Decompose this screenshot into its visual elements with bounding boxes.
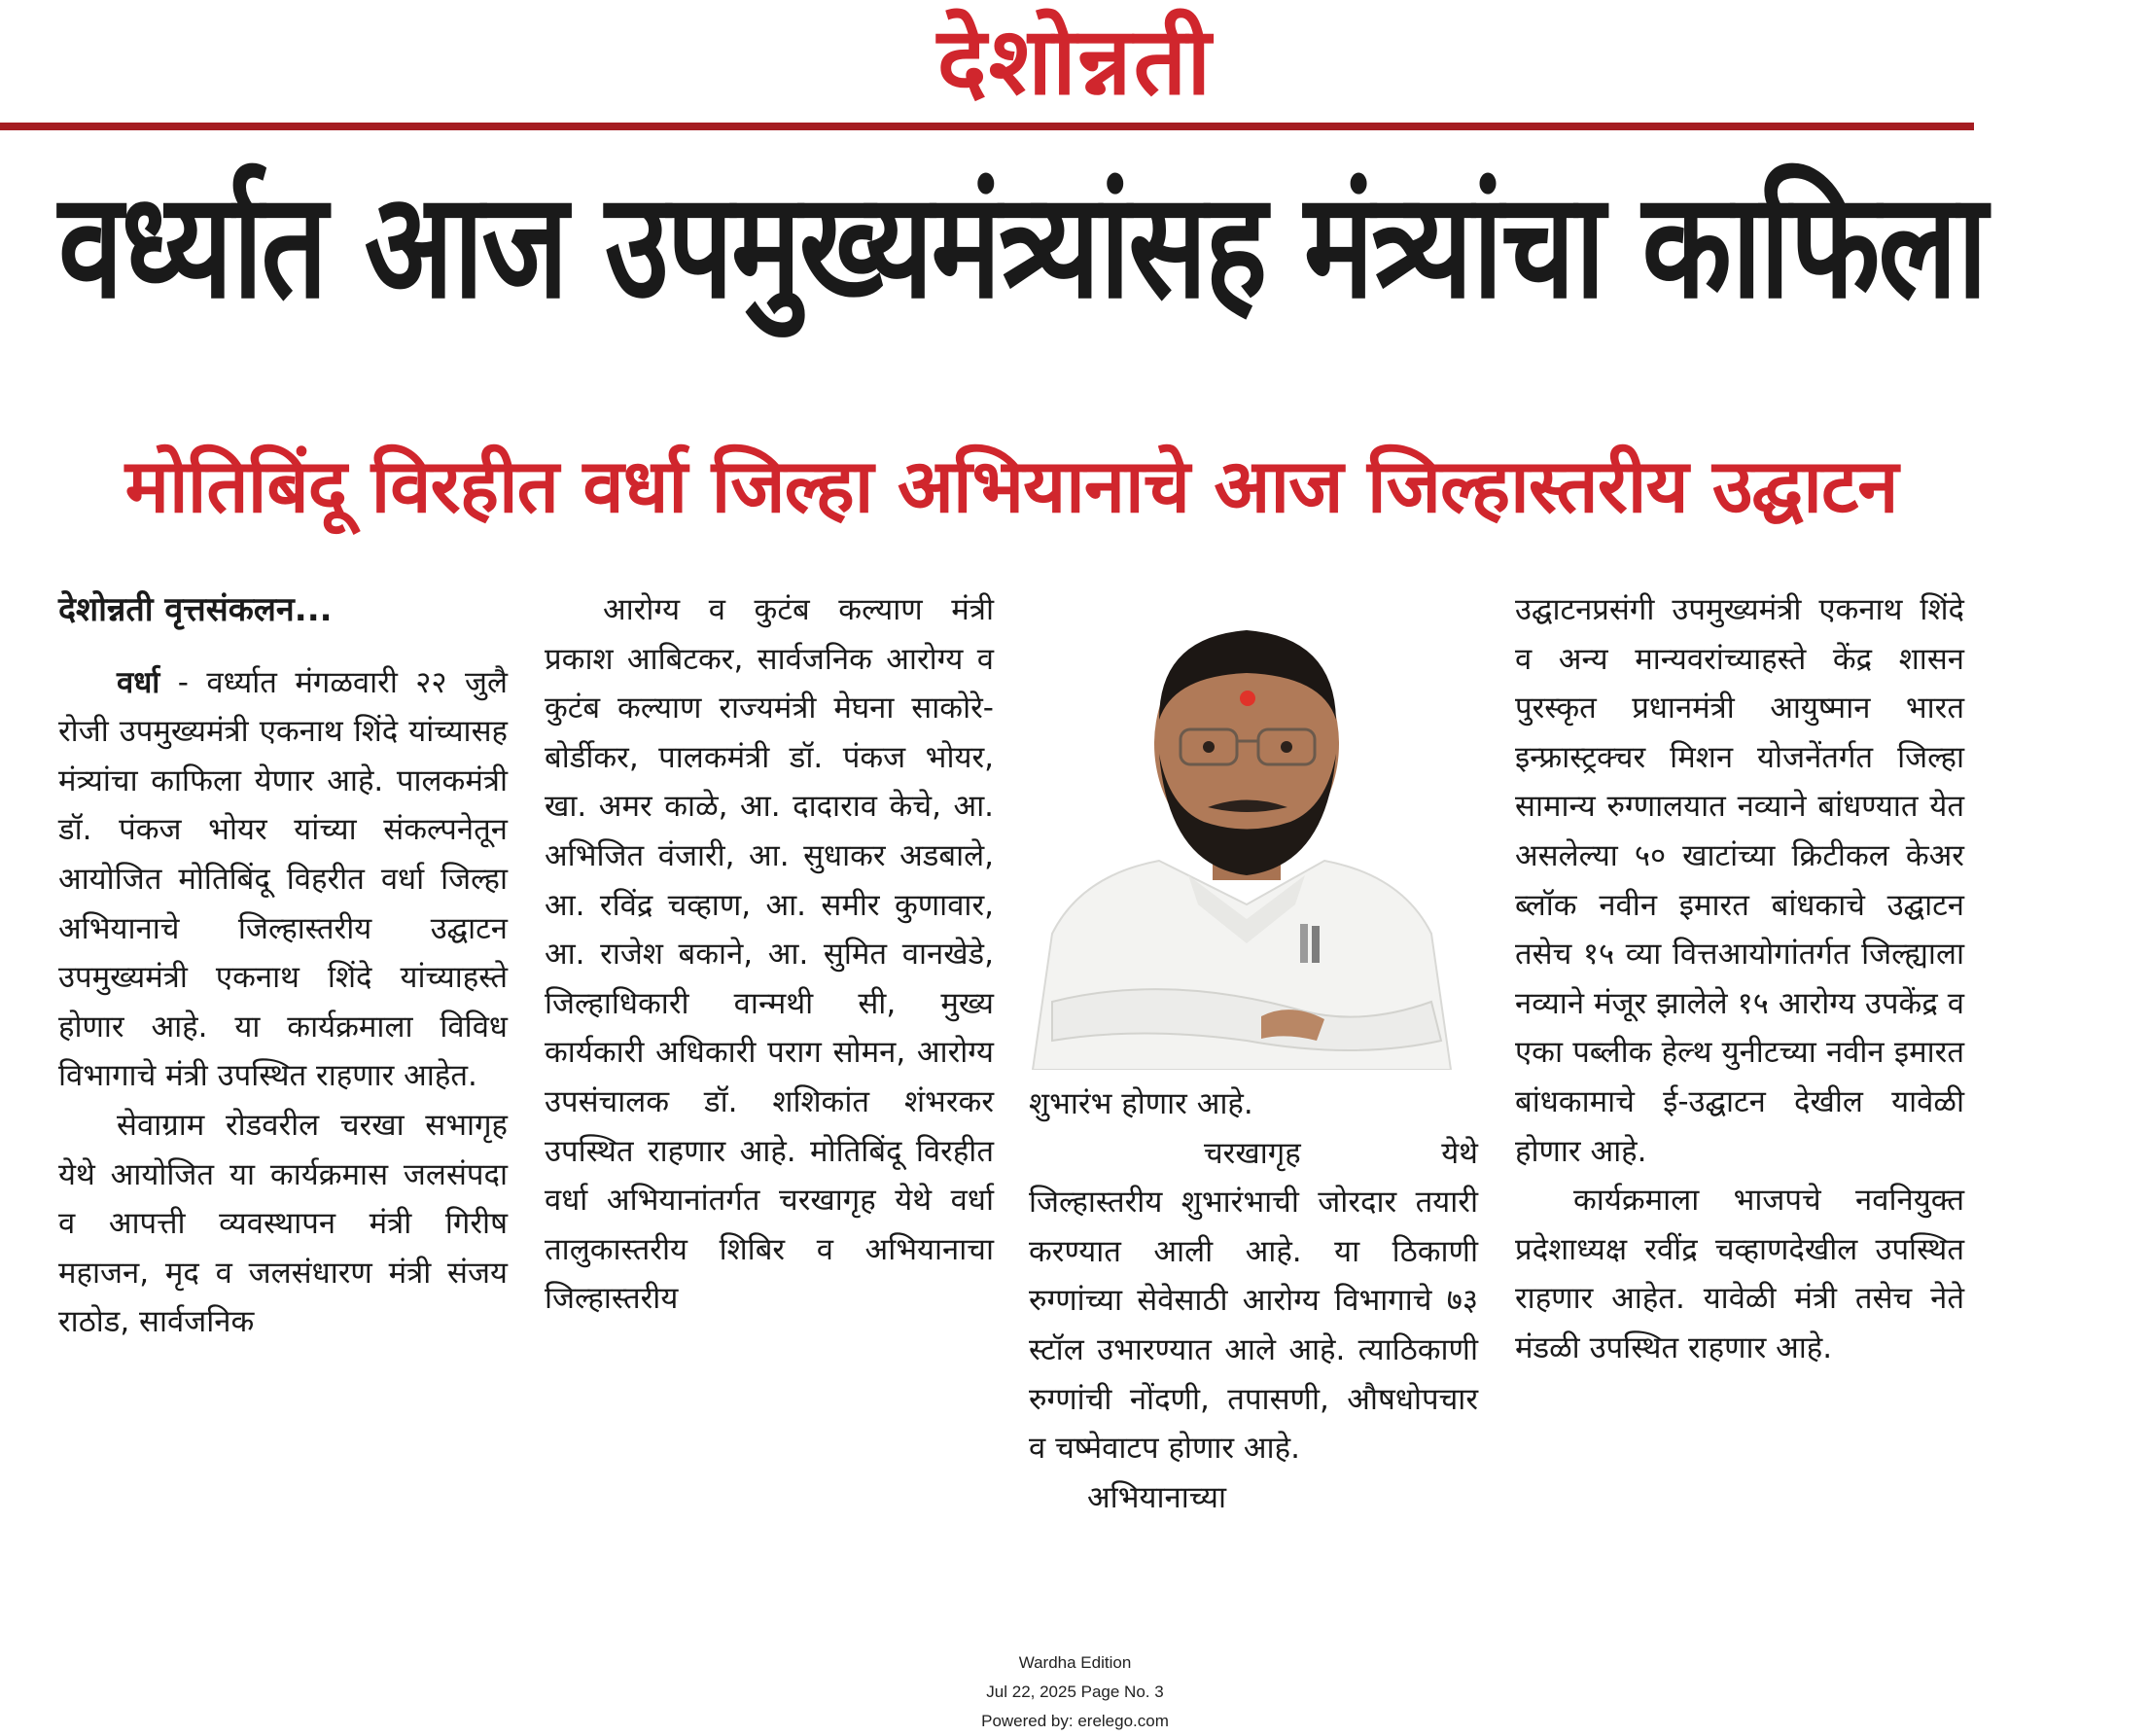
paragraph: कार्यक्रमाला भाजपचे नवनियुक्त प्रदेशाध्यक्ष रवींद्र चव्हाणदेखील उपस्थित राहणार आहेत. यावेळी मंत्री तसेच नेते मंडळी उपस्थित राहणार आहे. xyxy=(1515,1183,1964,1365)
article-column-1 xyxy=(58,585,508,1347)
paragraph: शुभारंभ होणार आहे. xyxy=(1029,1086,1253,1121)
portrait-photo xyxy=(1013,584,1465,1070)
byline: देशोन्नती वृत्तसंकलन... xyxy=(58,590,333,629)
dateline: वर्धा xyxy=(117,664,160,700)
article-column-4 xyxy=(1515,585,1964,1373)
paragraph xyxy=(58,658,508,1101)
sub-headline: मोतिबिंदू विरहीत वर्धा जिल्हा अभियानाचे आज जिल्हास्तरीय उद्घाटन xyxy=(124,443,1898,529)
paragraph-text: - वर्ध्यात मंगळवारी २२ जुलै रोजी उपमुख्यमंत्री एकनाथ शिंदे यांच्यासह मंत्र्यांचा काफिला येणार आहे. पालकमंत्री डॉ. पंकज भोयर यांच्या संकल्पनेतून आयोजित मोतिबिंदू विहरीत वर्धा जिल्हा अभियानाचे जिल्हास्तरीय उद्घाटन उपमुख्यमंत्री एकनाथ शिंदे यांच्याहस्ते होणार आहे. या कार्यक्रमाला विविध विभागाचे मंत्री उपस्थित राहणार आहेत. xyxy=(58,664,508,1094)
masthead xyxy=(0,0,1974,136)
paragraph: चरखागृह येथे जिल्हास्तरीय शुभारंभाची जोरदार तयारी करण्यात आली आहे. या ठिकाणी रुग्णांच्या सेवेसाठी आरोग्य विभागाचे ७३ स्टॉल उभारण्यात आले आहे. त्याठिकाणी रुग्णांची नोंदणी, तपासणी, औषधोपचार व चष्मेवाटप होणार आहे. xyxy=(1029,1135,1478,1467)
paragraph: आरोग्य व कुटंब कल्याण मंत्री प्रकाश आबिटकर, सार्वजनिक आरोग्य व कुटंब कल्याण राज्यमंत्री मेघना साकोरे- बोर्डीकर, पालकमंत्री डॉ. पंकज भोयर, खा. अमर काळे, आ. दादाराव केचे, आ. अभिजित वंजारी, आ. सुधाकर अडबाले, आ. रविंद्र चव्हाण, आ. समीर कुणावार, आ. राजेश बकाने, आ. सुमित वानखेडे, जिल्हाधिकारी वान्मथी सी, मुख्य कार्यकारी अधिकारी पराग सोमन, आरोग्य उपसंचालक डॉ. शशिकांत शंभरकर उपस्थित राहणार आहे. मोतिबिंदू विरहीत वर्धा अभियानांतर्गत चरखागृह येथे वर्धा तालुकास्तरीय शिबिर व अभियानाचा जिल्हास्तरीय xyxy=(545,592,994,1317)
paragraph: सेवाग्राम रोडवरील चरखा सभागृह येथे आयोजित या कार्यक्रमास जलसंपदा व आपत्ती व्यवस्थापन मंत्री गिरीष महाजन, मृद व जलसंधारण मंत्री संजय राठोड, सार्वजनिक xyxy=(58,1107,508,1340)
newspaper-logo: देशोन्नती xyxy=(936,7,1214,116)
article-column-3 xyxy=(1029,1080,1478,1522)
page-footer xyxy=(0,1648,2150,1736)
date-page-label: Jul 22, 2025 Page No. 3 xyxy=(986,1683,1164,1701)
masthead-divider xyxy=(0,123,1974,130)
main-headline: वर्ध्यात आज उपमुख्यमंत्र्यांसह मंत्र्यांचा काफिला xyxy=(58,161,1986,332)
article-column-2 xyxy=(545,585,994,1324)
powered-by-link[interactable]: Powered by: erelego.com xyxy=(981,1712,1169,1730)
paragraph: उद्घाटनप्रसंगी उपमुख्यमंत्री एकनाथ शिंदे व अन्य मान्यवरांच्याहस्ते केंद्र शासन पुरस्कृत प्रधानमंत्री आयुष्मान भारत इन्फ्रास्ट्रक्चर मिशन योजनेंतर्गत जिल्हा सामान्य रुग्णालयात नव्याने बांधण्यात येत असलेल्या ५० खाटांच्या क्रिटीकल केअर ब्लॉक नवीन इमारत बांधकाचे उद्घाटन तसेच १५ व्या वित्तआयोगांतर्गत जिल्ह्याला नव्याने मंजूर झालेले १५ आरोग्य उपकेंद्र व एका पब्लीक हेल्थ युनीटच्या नवीन इमारत बांधकामाचे ई-उद्घाटन देखील यावेळी होणार आहे. xyxy=(1515,592,1964,1169)
edition-label: Wardha Edition xyxy=(1018,1653,1132,1672)
portrait-illustration xyxy=(1013,584,1465,1070)
paragraph: अभियानाच्या xyxy=(1087,1479,1227,1515)
